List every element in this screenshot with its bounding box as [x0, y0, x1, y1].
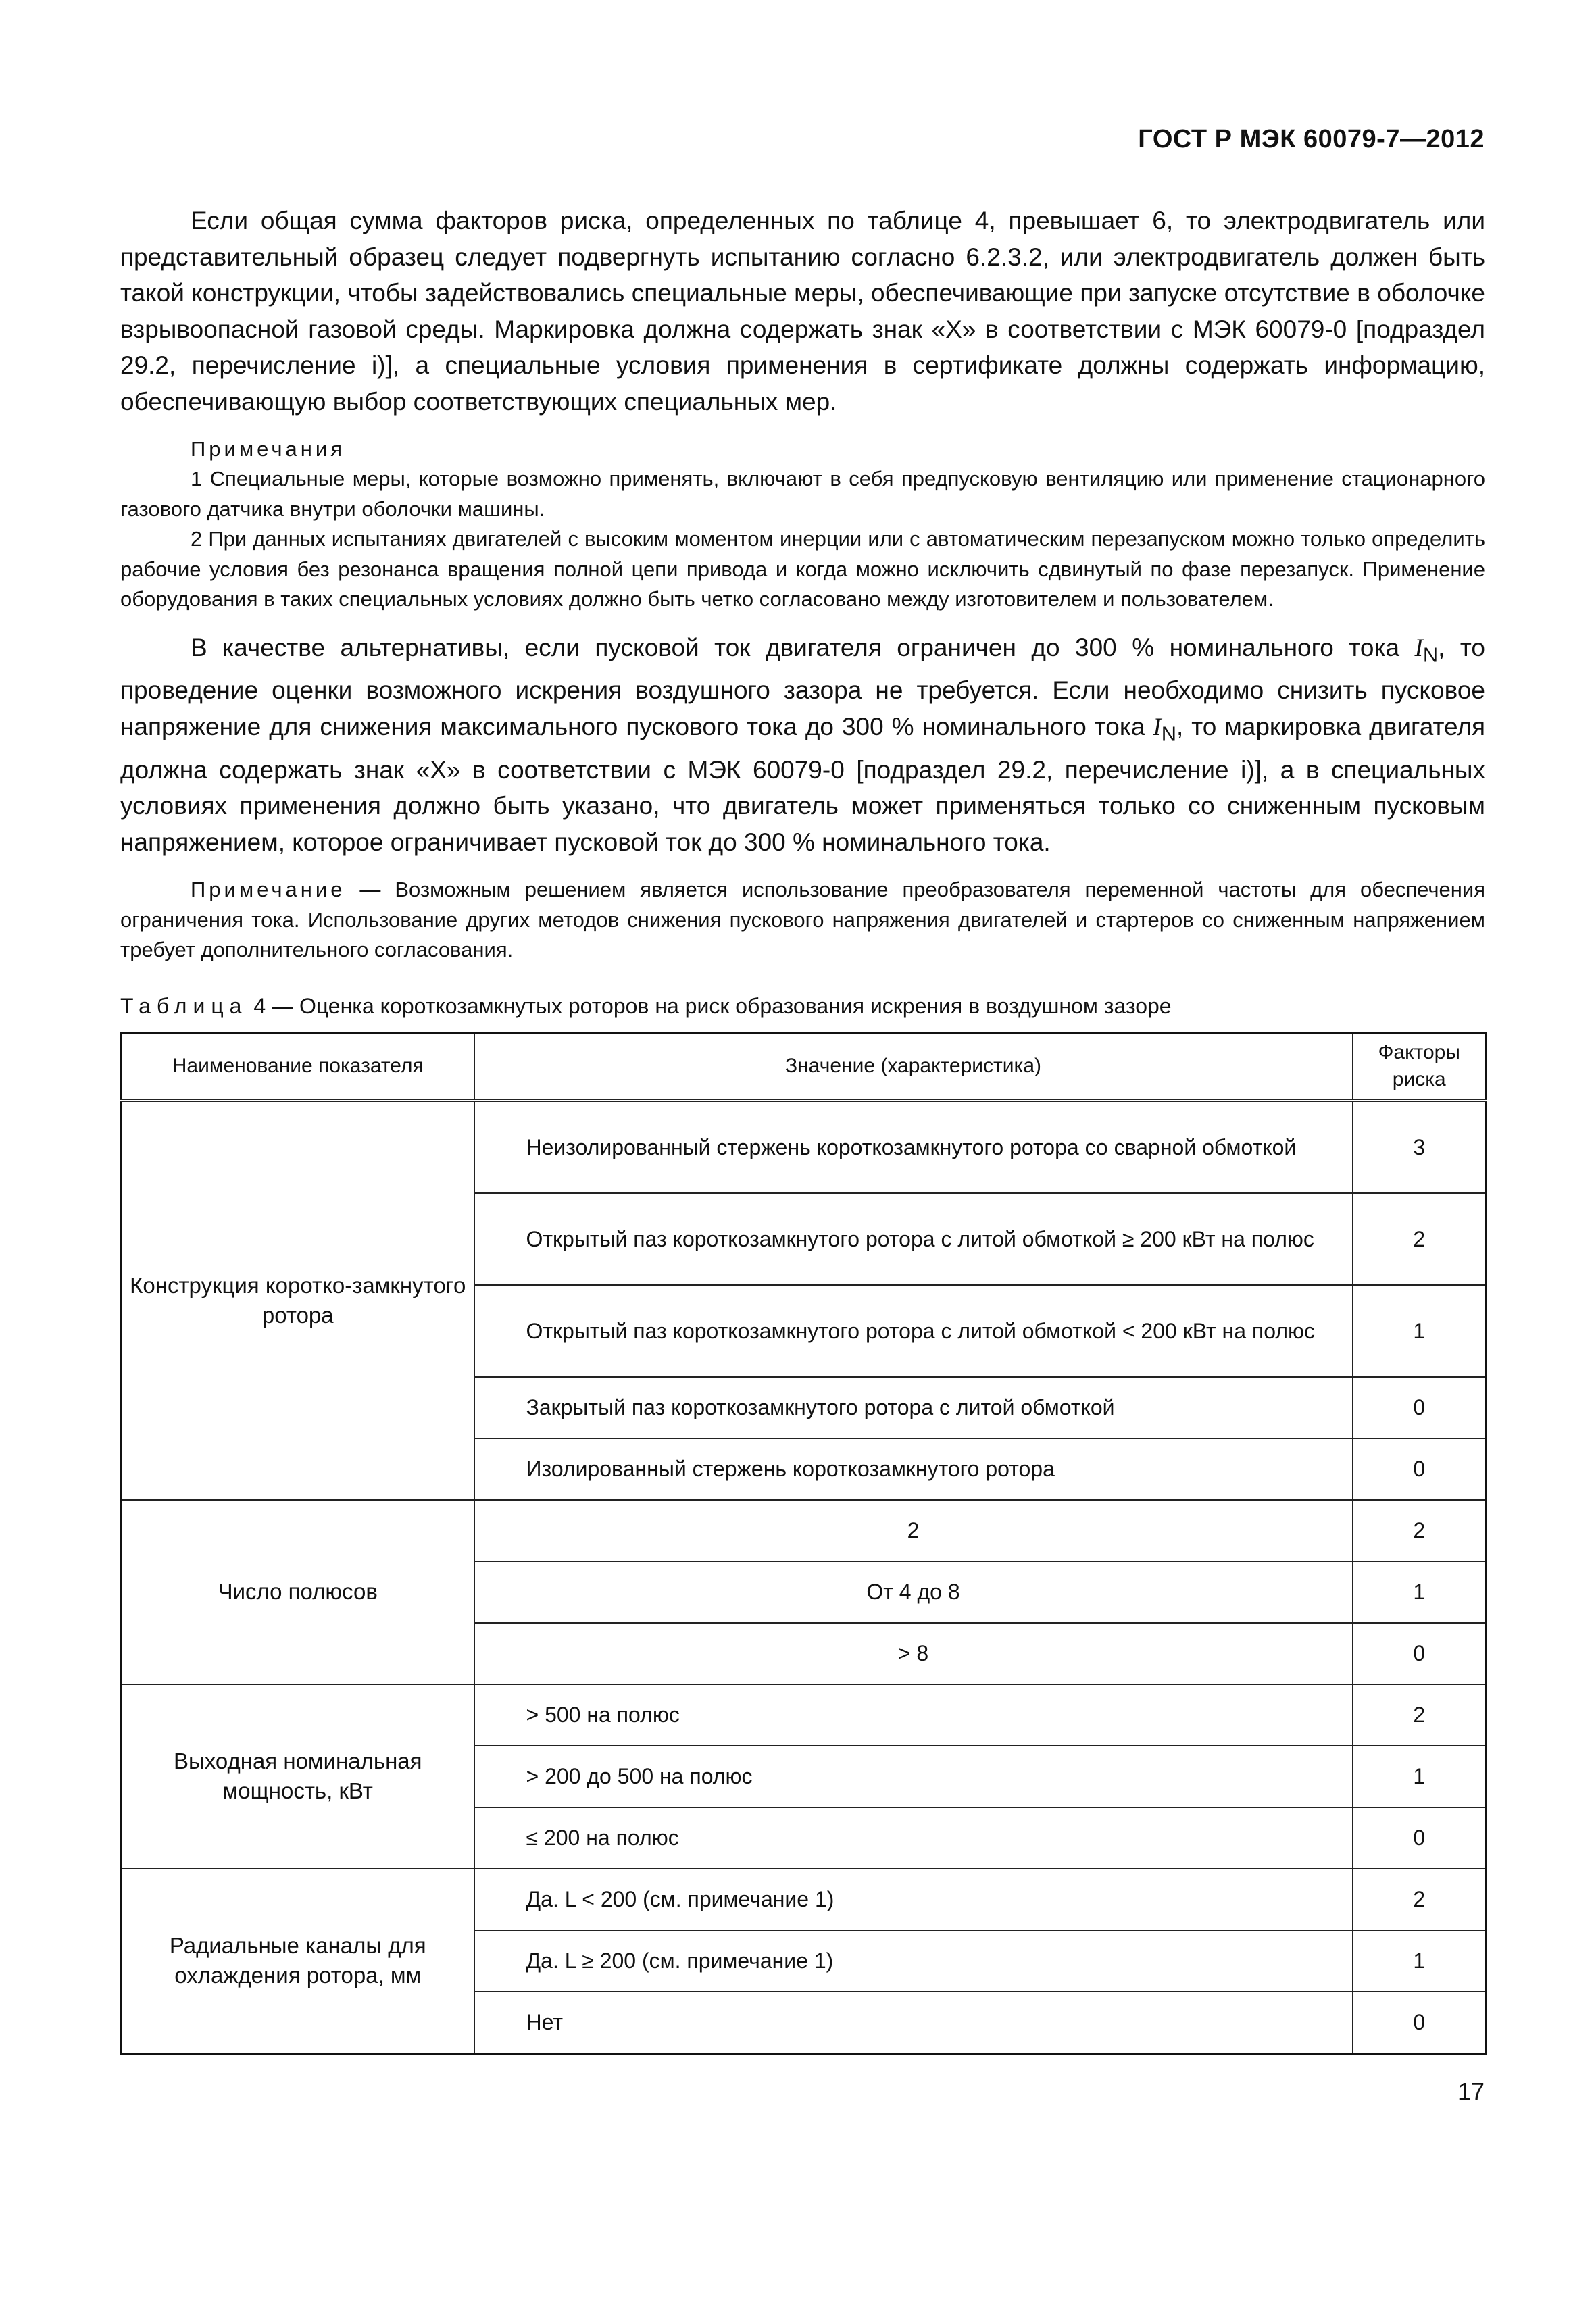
indicator-name-cell: Число полюсов — [122, 1500, 474, 1684]
risk-factor-cell: 0 — [1353, 1992, 1487, 2054]
indicator-name-cell: Конструкция коротко-замкнутого ротора — [122, 1100, 474, 1500]
risk-factor-cell: 1 — [1353, 1930, 1487, 1992]
note-frequency-converter — [120, 875, 1485, 965]
paragraph-alternative — [120, 630, 1485, 861]
value-cell: Да. L < 200 (см. примечание 1) — [474, 1869, 1353, 1930]
paragraph-alternative-part-a: В качестве альтернативы, если пусковой ток двигателя ограничен до 300 % номинального тока — [191, 633, 1415, 661]
symbol-n-subscript-second: N — [1161, 722, 1176, 746]
risk-factor-cell: 2 — [1353, 1193, 1487, 1285]
risk-factor-cell: 2 — [1353, 1684, 1487, 1746]
header-value: Значение (характеристика) — [474, 1032, 1353, 1100]
table-caption-label: Таблица — [120, 993, 248, 1018]
value-cell: ≤ 200 на полюс — [474, 1807, 1353, 1869]
table-row — [122, 1100, 1487, 1193]
table-row — [122, 1869, 1487, 1930]
value-cell: Открытый паз короткозамкнутого ротора с литой обмоткой ≥ 200 кВт на полюс — [474, 1193, 1353, 1285]
symbol-n-subscript: N — [1422, 642, 1439, 666]
risk-factor-cell: 1 — [1353, 1561, 1487, 1623]
value-cell: Нет — [474, 1992, 1353, 2054]
risk-factor-cell: 0 — [1353, 1438, 1487, 1500]
indicator-name-cell: Радиальные каналы для охлаждения ротора, мм — [122, 1869, 474, 2054]
paragraph-risk-factors: Если общая сумма факторов риска, определенных по таблице 4, превышает 6, то электродвигатель или представительный образец следует подвергнуть испытанию согласно 6.2.3.2, или электродвигатель должен быть такой конструкции, чтобы задействовались специальные меры, обеспечивающие при запуске отсутствие в оболочке взрывоопасной газовой среды. Маркировка должна содержать знак «Х» в соответствии с МЭК 60079-0 [подраздел 29.2, перечисление i)], а специальные условия применения в сертификате должны содержать информацию, обеспечивающую выбор соответствующих специальных мер. — [120, 207, 1485, 416]
value-cell: Открытый паз короткозамкнутого ротора с литой обмоткой < 200 кВт на полюс — [474, 1285, 1353, 1377]
value-cell: > 500 на полюс — [474, 1684, 1353, 1746]
table-caption-text: 4 — Оценка короткозамкнутых роторов на риск образования искрения в воздушном зазоре — [247, 993, 1172, 1018]
page-number: 17 — [1457, 2078, 1485, 2105]
note-2: 2 При данных испытаниях двигателей с высоким моментом инерции или с автоматическим перезапуском можно только определить рабочие условия без резонанса вращения полной цепи привода и когда можно исключить сдвинутый по фазе перезапуск. Применение оборудования в таких специальных условиях должно быть четко согласовано между изготовителем и пользователем. — [120, 527, 1485, 611]
value-cell: От 4 до 8 — [474, 1561, 1353, 1623]
table-row — [122, 1684, 1487, 1746]
value-cell: Неизолированный стержень короткозамкнутого ротора со сварной обмоткой — [474, 1100, 1353, 1193]
risk-factor-cell: 0 — [1353, 1377, 1487, 1438]
symbol-i-second: I — [1153, 713, 1162, 741]
risk-factor-cell: 2 — [1353, 1500, 1487, 1561]
symbol-i: I — [1414, 634, 1423, 662]
indicator-name-cell: Выходная номинальная мощность, кВт — [122, 1684, 474, 1869]
paragraph-alternative-part-c: , то маркировка двигателя должна содержать знак «Х» в соответствии с МЭК 60079-0 [подраздел 29.2, перечисление i)], а в специальных условиях применения должно быть указано, что двигатель может применяться только со сниженным пусковым напряжением, которое ограничивает пусковой ток до 300 % номинального тока. — [120, 712, 1485, 856]
value-cell: 2 — [474, 1500, 1353, 1561]
table-body — [122, 1100, 1487, 2053]
risk-factor-cell: 0 — [1353, 1623, 1487, 1684]
table-row — [122, 1500, 1487, 1561]
document-code-header: ГОСТ Р МЭК 60079-7—2012 — [1138, 125, 1485, 153]
value-cell: > 8 — [474, 1623, 1353, 1684]
table-header-row — [122, 1032, 1487, 1100]
notes-heading: Примечания — [191, 437, 345, 461]
note-label: Примечание — [191, 878, 346, 902]
value-cell: Изолированный стержень короткозамкнутого ротора — [474, 1438, 1353, 1500]
risk-factor-cell: 2 — [1353, 1869, 1487, 1930]
header-indicator: Наименование показателя — [122, 1032, 474, 1100]
paragraph-alternative-part-b: , то проведение оценки возможного искрения воздушного зазора не требуется. Если необходимо снизить пусковое напряжение для снижения максимального пускового тока до 300 % номинального тока — [120, 633, 1485, 740]
table-caption — [120, 991, 1485, 1021]
note-text: — Возможным решением является использование преобразователя переменной частоты для обеспечения ограничения тока. Использование других методов снижения пускового напряжения двигателей и стартеров со сниженным напряжением требует дополнительного согласования. — [120, 878, 1485, 962]
risk-factor-cell: 1 — [1353, 1285, 1487, 1377]
risk-factor-cell: 1 — [1353, 1746, 1487, 1807]
risk-factor-cell: 0 — [1353, 1807, 1487, 1869]
risk-factors-table — [120, 1032, 1487, 2055]
value-cell: Да. L ≥ 200 (см. примечание 1) — [474, 1930, 1353, 1992]
page-content — [120, 203, 1485, 2055]
value-cell: Закрытый паз короткозамкнутого ротора с литой обмоткой — [474, 1377, 1353, 1438]
note-1: 1 Специальные меры, которые возможно применять, включают в себя предпусковую вентиляцию или применение стационарного газового датчика внутри оболочки машины. — [120, 467, 1485, 521]
value-cell: > 200 до 500 на полюс — [474, 1746, 1353, 1807]
header-risk-factor: Факторы риска — [1353, 1032, 1487, 1100]
risk-factor-cell: 3 — [1353, 1100, 1487, 1193]
